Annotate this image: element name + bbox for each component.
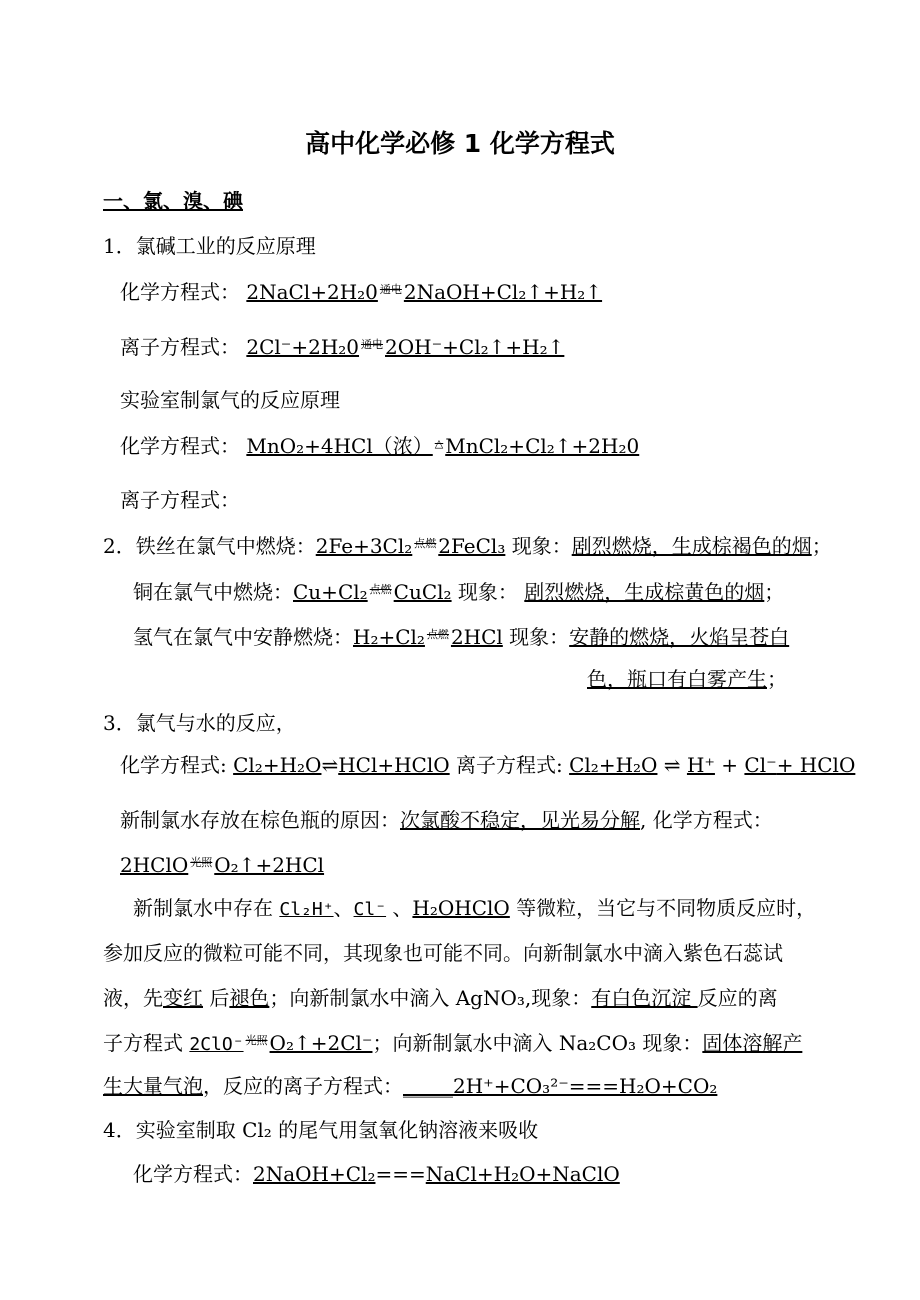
ionic-equation-line: 离子方程式： (120, 488, 240, 512)
item-3-heading: 3．氯气与水的反应， (103, 711, 296, 735)
absorption-equation: 化学方程式：2NaOH+Cl₂===NaCl+H₂O+NaClO (133, 1162, 620, 1186)
paragraph-line: 子方程式 2ClO⁻ 光照 O₂↑+2Cl⁻；向新制氯水中滴入 Na₂CO₃ 现象：固体溶解产 (103, 1031, 803, 1055)
subheading: 实验室制氯气的反应原理 (120, 388, 340, 412)
item-1-heading: 1．氯碱工业的反应原理 (103, 234, 316, 258)
paragraph-line: 参加反应的微粒可能不同，其现象也可能不同。向新制氯水中滴入紫色石蕊试 (103, 941, 783, 965)
storage-reason-line: 新制氯水存放在棕色瓶的原因：次氯酸不稳定，见光易分解, 化学方程式： (120, 808, 773, 832)
item-2-line: 2．铁丝在氯气中燃烧：2Fe+3Cl₂ 点燃 2FeCl₃ 现象：剧烈燃烧，生成棕褐色的烟； (103, 534, 832, 558)
section-heading: 一、氯、溴、碘 (103, 189, 243, 213)
decomposition-equation: 2HClO 光照 O₂↑+2HCl (120, 853, 325, 877)
equation-line: 化学方程式： 2NaCl+2H₂0 通电 2NaOH+Cl₂↑+H₂↑ (120, 280, 603, 304)
copper-line: 铜在氯气中燃烧：Cu+Cl₂ 点燃 CuCl₂ 现象： 剧烈燃烧，生成棕黄色的烟； (133, 580, 785, 604)
hydrogen-line: 氢气在氯气中安静燃烧：H₂+Cl₂ 点燃 2HCl 现象：安静的燃烧，火焰呈苍白 (133, 625, 790, 649)
page-title: 高中化学必修 1 化学方程式 (305, 129, 615, 158)
item-4-heading: 4．实验室制取 Cl₂ 的尾气用氢氧化钠溶液来吸收 (103, 1118, 539, 1142)
paragraph-line: 新制氯水中存在 Cl₂H⁺、Cl⁻ 、H₂OHClO 等微粒，当它与不同物质反应时， (133, 896, 817, 920)
chlorine-water-equations: 化学方程式: Cl₂+H₂O⇌HCl+HClO 离子方程式: Cl₂+H₂O ⇌ H⁺ + Cl⁻+ HClO (120, 753, 856, 777)
equation-line: 化学方程式： MnO₂+4HCl（浓） △ MnCl₂+Cl₂↑+2H₂0 (120, 434, 640, 458)
ionic-equation-line: 离子方程式： 2Cl⁻+2H₂0 通电 2OH⁻+Cl₂↑+H₂↑ (120, 335, 565, 359)
paragraph-line: 生大量气泡，反应的离子方程式：_____2H⁺+CO₃²⁻===H₂O+CO₂ (103, 1074, 718, 1098)
hydrogen-line-continued: 色，瓶口有白雾产生； (587, 667, 787, 691)
paragraph-line: 液，先变红 后褪色；向新制氯水中滴入 AgNO₃,现象：有白色沉淀 反应的离 (103, 986, 778, 1010)
